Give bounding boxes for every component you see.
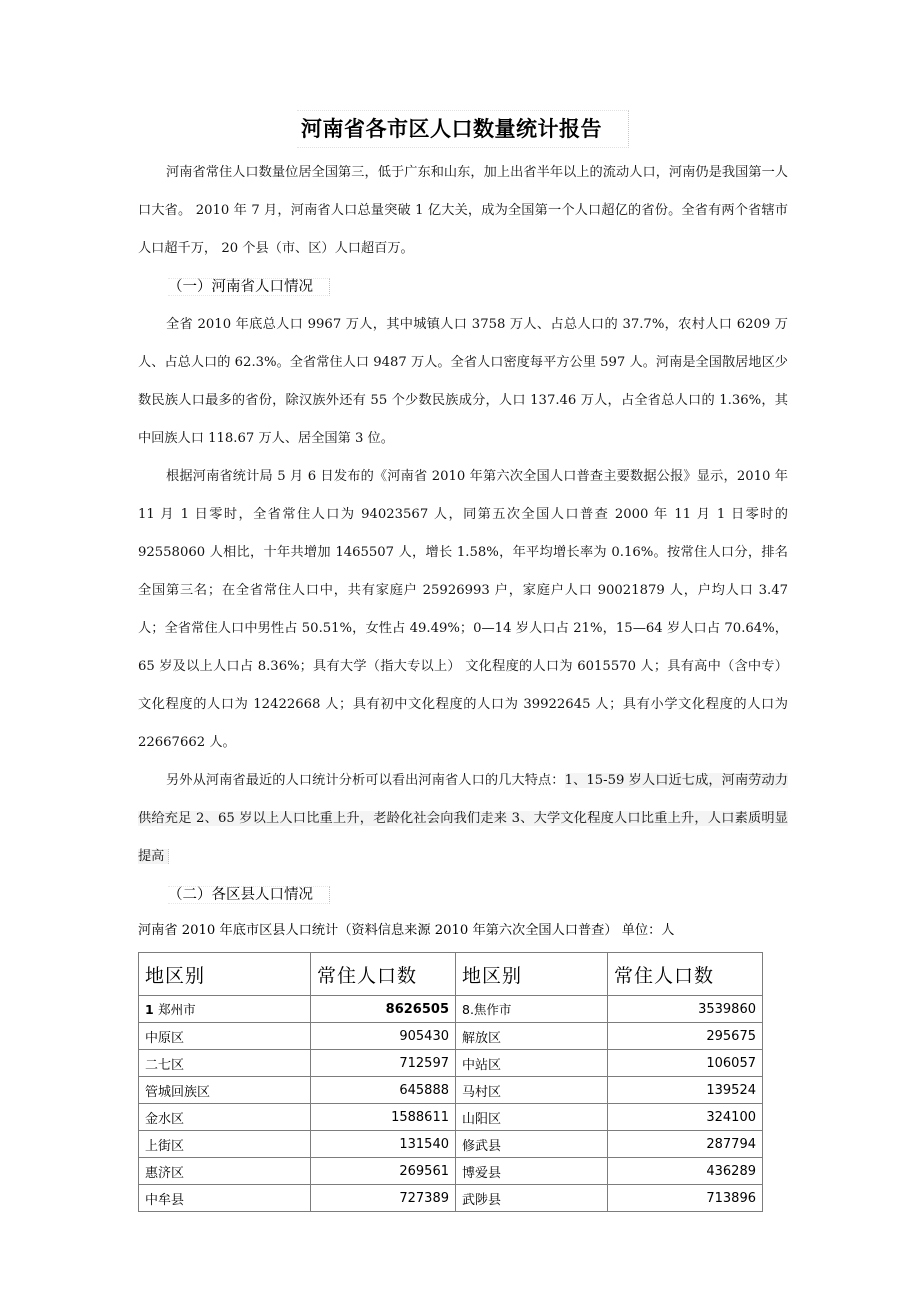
population-value-left: 645888 [311, 1077, 456, 1104]
region-name-right: 武陟县 [456, 1185, 608, 1212]
page-title-text: 河南省各市区人口数量统计报告 [297, 110, 629, 148]
table-row [139, 1158, 763, 1185]
population-table [138, 952, 763, 1212]
table-header-cell-3: 地区别 [456, 953, 608, 996]
population-value-left: 269561 [311, 1158, 456, 1185]
population-value-right: 324100 [608, 1104, 763, 1131]
section-one-paragraph-1: 全省 2010 年底总人口 9967 万人，其中城镇人口 3758 万人、占总人口的 37.7%，农村人口 6209 万人、占总人口的 62.3%。全省常住人口 9487 万人。全省人口密度每平方公里 597 人。河南是全国散居地区少数民族人口最多的省份，除汉族外还有 55 个少数民族成分，人口 137.46 万人，占全省总人口的 1.36%，其中回族人口 118.67 万人、居全国第 3 位。 [138, 317, 788, 446]
page-title [138, 110, 788, 148]
table-row [139, 1185, 763, 1212]
population-value-left: 712597 [311, 1050, 456, 1077]
table-header-cell-2: 常住人口数 [311, 953, 456, 996]
table-row [139, 1104, 763, 1131]
table-row [139, 996, 763, 1023]
population-table-body [139, 953, 763, 1212]
document-body [138, 110, 788, 1212]
population-value-left: 1588611 [311, 1104, 456, 1131]
table-header-cell-4: 常住人口数 [608, 953, 763, 996]
region-rank-left: 1 [145, 1002, 159, 1017]
region-name-left: 金水区 [139, 1104, 311, 1131]
region-name-right: 马村区 [456, 1077, 608, 1104]
region-name-right: 修武县 [456, 1131, 608, 1158]
section-one-heading [138, 268, 788, 306]
section-one-paragraph-3-lead [138, 762, 788, 876]
region-name-right: 解放区 [456, 1023, 608, 1050]
population-value-right: 713896 [608, 1185, 763, 1212]
region-name-right: 山阳区 [456, 1104, 608, 1131]
section-two-heading [138, 876, 788, 914]
region-name-left: 中牟县 [139, 1185, 311, 1212]
intro-paragraph: 河南省常住人口数量位居全国第三，低于广东和山东，加上出省半年以上的流动人口，河南仍是我国第一人口大省。 2010 年 7 月，河南省人口总量突破 1 亿大关，成为全国第一个人口超亿的省份。全省有两个省辖市人口超千万， 20 个县（市、区）人口超百万。 [138, 165, 788, 256]
region-name-left: 管城回族区 [139, 1077, 311, 1104]
table-row [139, 1050, 763, 1077]
population-value-right: 295675 [608, 1023, 763, 1050]
table-row [139, 1131, 763, 1158]
population-value-right: 287794 [608, 1131, 763, 1158]
region-name-left [139, 996, 311, 1023]
region-name-right [456, 996, 608, 1023]
characteristics-points-text: 1、15-59 岁人口近七成，河南劳动力供给充足 2、65 岁以上人口比重上升，老龄化社会向我们走来 3、大学文化程度人口比重上升，人口素质明显提高 [138, 773, 788, 864]
region-name-left: 上街区 [139, 1131, 311, 1158]
section-one-paragraph-2: 根据河南省统计局 5 月 6 日发布的《河南省 2010 年第六次全国人口普查主要数据公报》显示，2010 年 11 月 1 日零时，全省常住人口为 94023567 人，同第五次全国人口普查 2000 年 11 月 1 日零时的 92558060 人相比，十年共增加 1465507 人，增长 1.58%，年平均增长率为 0.16%。按常住人口分，排名全国第三名；在全省常住人口中，共有家庭户 25926993 户，家庭户人口 90021879 人，户均人口 3.47 人；全省常住人口中男性占 50.51%，女性占 49.49%；0—14 岁人口占 21%，15—64 岁人口占 70.64%，65 岁及以上人口占 8.36%；具有大学（指大专以上） 文化程度的人口为 6015570 人；具有高中（含中专） 文化程度的人口为 12422668 人；具有初中文化程度的人口为 39922645 人；具有小学文化程度的人口为 22667662 人。 [138, 469, 788, 750]
characteristics-lead-text: 另外从河南省最近的人口统计分析可以看出河南省人口的几大特点： [166, 773, 565, 788]
population-value-left: 131540 [311, 1131, 456, 1158]
population-value-right: 436289 [608, 1158, 763, 1185]
section-two-heading-text: （二）各区县人口情况 [168, 886, 330, 904]
region-name-right: 中站区 [456, 1050, 608, 1077]
population-value-right: 3539860 [608, 996, 763, 1023]
population-value-right: 106057 [608, 1050, 763, 1077]
region-name-left: 中原区 [139, 1023, 311, 1050]
section-one-heading-text: （一）河南省人口情况 [168, 278, 330, 296]
population-value-right: 139524 [608, 1077, 763, 1104]
population-value-left: 8626505 [311, 996, 456, 1023]
region-label-left: 郑州市 [158, 1002, 196, 1017]
population-value-left: 727389 [311, 1185, 456, 1212]
population-value-left: 905430 [311, 1023, 456, 1050]
table-row [139, 1023, 763, 1050]
region-name-left: 惠济区 [139, 1158, 311, 1185]
region-label-right: 8.焦作市 [462, 1002, 512, 1017]
region-name-right: 博爱县 [456, 1158, 608, 1185]
region-name-left: 二七区 [139, 1050, 311, 1077]
table-row [139, 1077, 763, 1104]
table-caption: 河南省 2010 年底市区县人口统计（资料信息来源 2010 年第六次全国人口普查） 单位：人 [138, 923, 675, 938]
table-header-cell-1: 地区别 [139, 953, 311, 996]
table-header-row [139, 953, 763, 996]
